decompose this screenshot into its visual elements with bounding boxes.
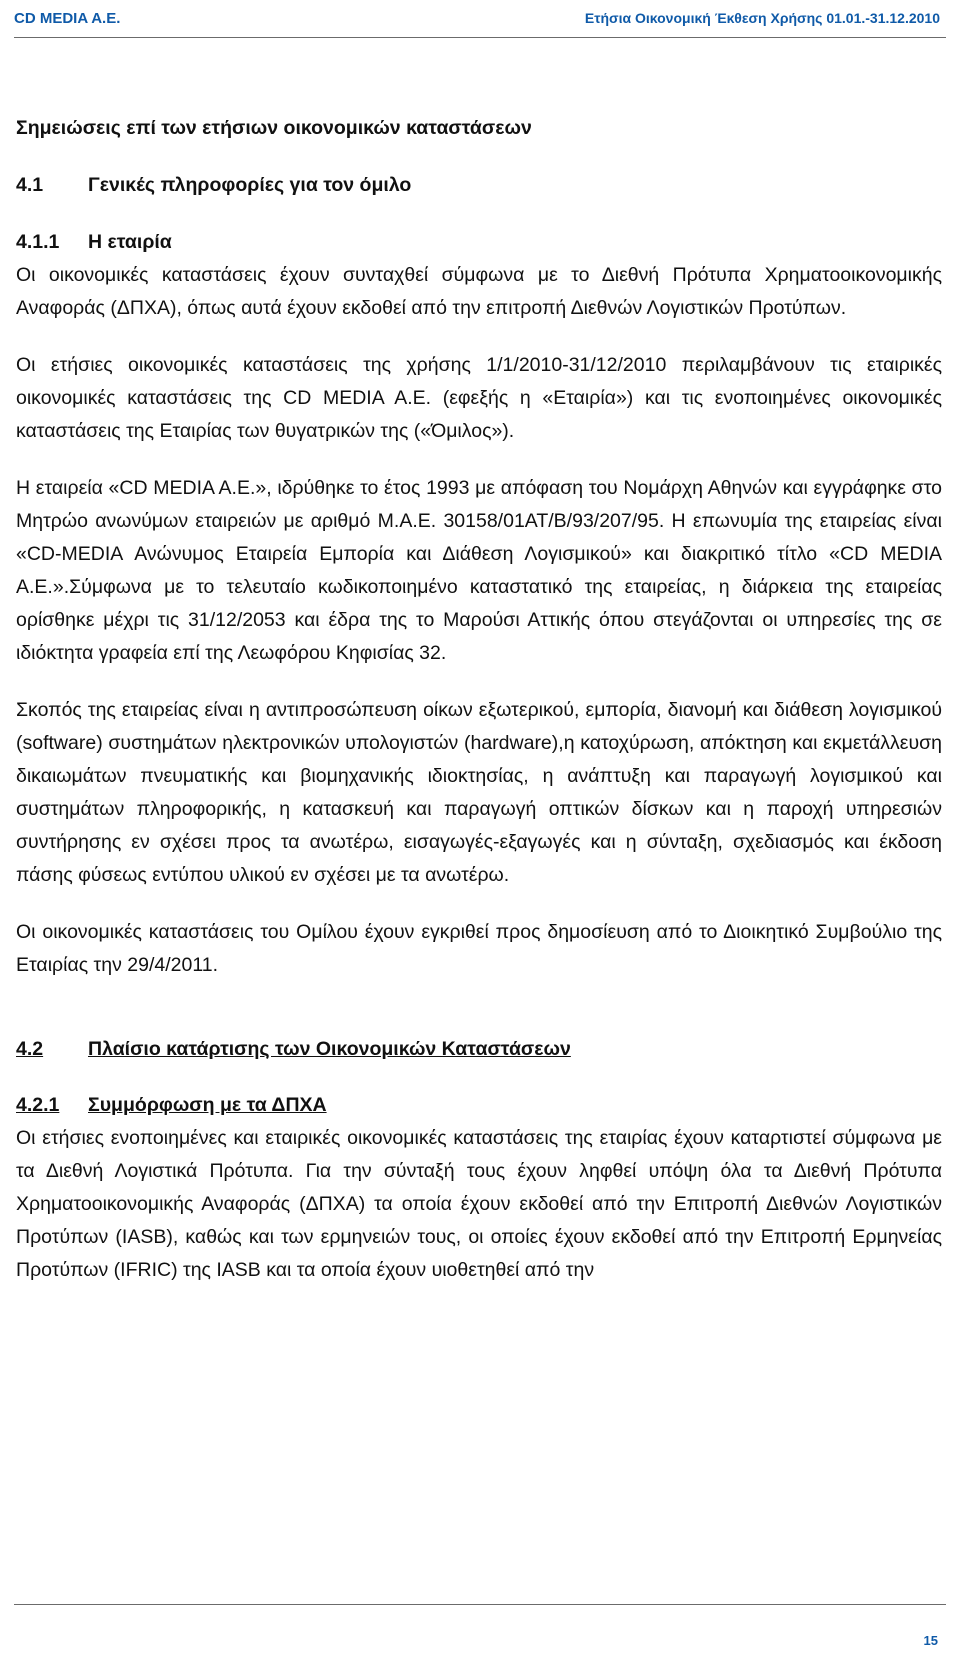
paragraph-company-founding: Η εταιρεία «CD MEDIA A.E.», ιδρύθηκε το έτος 1993 με απόφαση του Νομάρχη Αθηνών και εγγράφηκε στο Μητρώο ανωνύμων εταιρειών με αριθμό Μ.Α.Ε. 30158/01ΑΤ/Β/93/207/95. Η επωνυμία της εταιρείας είναι «CD-MEDIA Ανώνυμος Εταιρεία Εμπορία και Διάθεση Λογισμικού» και διακριτικό τίτλο «CD MEDIA A.E.».Σύμφωνα με το τελευταίο κωδικοποιημένο καταστατικό της εταιρείας, η διάρκεια της εταιρείας ορίσθηκε μέχρι τις 31/12/2053 και έδρα της το Μαρούσι Αττικής όπου στεγάζονται οι υπηρεσίες της σε ιδιόκτητα γραφεία επί της Λεωφόρου Κηφισίας 32. [16, 477, 942, 664]
paragraph-financial-statements: Οι ετήσιες οικονομικές καταστάσεις της χρήσης 1/1/2010-31/12/2010 περιλαμβάνουν τις εταιρικές οικονομικές καταστάσεις της CD MEDIA A.E. (εφεξής η «Εταιρία») και τις ενοποιημένες οικονομικές καταστάσεις της Εταιρίας των θυγατρικών της («Όμιλος»). [16, 354, 942, 442]
paragraph-ifrs-compliance: Οι οικονομικές καταστάσεις έχουν συνταχθεί σύμφωνα με το Διεθνή Πρότυπα Χρηματοοικονομικής Αναφοράς (ΔΠΧΑ), όπως αυτά έχουν εκδοθεί από την επιτροπή Διεθνών Λογιστικών Προτύπων. [16, 264, 942, 319]
section-4-2-heading [16, 1033, 942, 1066]
section-4-1-heading [16, 169, 942, 202]
section-4-1-1-number: 4.1.1 [16, 231, 60, 253]
paragraph-company-purpose: Σκοπός της εταιρείας είναι η αντιπροσώπευση οίκων εξωτερικού, εμπορία, διανομή και διάθεση λογισμικού (software) συστημάτων ηλεκτρονικών υπολογιστών (hardware),η κατοχύρωση, απόκτηση και εκμετάλλευση δικαιωμάτων πνευματικής και βιομηχανικής ιδιοκτησίας, η ανάπτυξη και παραγωγή λογισμικού και συστημάτων πληροφορικής, η κατασκευή και παραγωγή οπτικών δίσκων και η παροχή υπηρεσιών συντήρησης εν σχέσει προς τα ανωτέρω, εισαγωγές-εξαγωγές και η σύνταξη, σχεδιασμός και έκδοση πάσης φύσεως εντύπου υλικού εν σχέσει με τα ανωτέρω. [16, 699, 942, 886]
paragraph-approval: Οι οικονομικές καταστάσεις του Ομίλου έχουν εγκριθεί προς δημοσίευση από το Διοικητικό Συμβούλιο της Εταιρίας την 29/4/2011. [16, 921, 942, 976]
paragraph-ifrs-framework: Οι ετήσιες ενοποιημένες και εταιρικές οικονομικές καταστάσεις της εταιρίας έχουν καταρτιστεί σύμφωνα με τα Διεθνή Λογιστικά Πρότυπα. Για την σύνταξή τους έχουν ληφθεί υπόψη όλα τα Διεθνή Πρότυπα Χρηματοοικονομικής Αναφοράς (ΔΠΧΑ) τα οποία έχουν εκδοθεί από την Επιτροπή Διεθνών Λογιστικών Προτύπων (IASB), καθώς και των ερμηνειών τους, οι οποίες έχουν εκδοθεί από την Επιτροπή Ερμηνείας Προτύπων (IFRIC) της IASB και τα οποία έχουν υιοθετηθεί από την [16, 1127, 942, 1281]
page-number: 15 [923, 1633, 938, 1648]
header-divider [14, 37, 946, 38]
section-4-1-title: Γενικές πληροφορίες για τον όμιλο [88, 174, 412, 196]
section-4-1-1-heading [16, 226, 942, 259]
section-4-1-1-title: Η εταιρία [88, 231, 172, 253]
notes-title: Σημειώσεις επί των ετήσιων οικονομικών καταστάσεων [16, 117, 532, 139]
section-4-1-number: 4.1 [16, 174, 44, 196]
page-header [14, 10, 940, 36]
section-4-2-number: 4.2 [16, 1038, 44, 1060]
header-company: CD MEDIA A.E. [14, 10, 121, 27]
section-4-2-title: Πλαίσιο κατάρτισης των Οικονομικών Καταστάσεων [88, 1038, 571, 1060]
footer-divider [14, 1604, 946, 1605]
header-report-title: Ετήσια Οικονομική Έκθεση Χρήσης 01.01.-31.12.2010 [584, 10, 940, 26]
section-4-2-1-number: 4.2.1 [16, 1094, 60, 1116]
main-content [16, 112, 942, 1287]
section-4-2-1-heading [16, 1089, 942, 1122]
section-4-2-1-title: Συμμόρφωση με τα ΔΠΧΑ [88, 1094, 327, 1116]
